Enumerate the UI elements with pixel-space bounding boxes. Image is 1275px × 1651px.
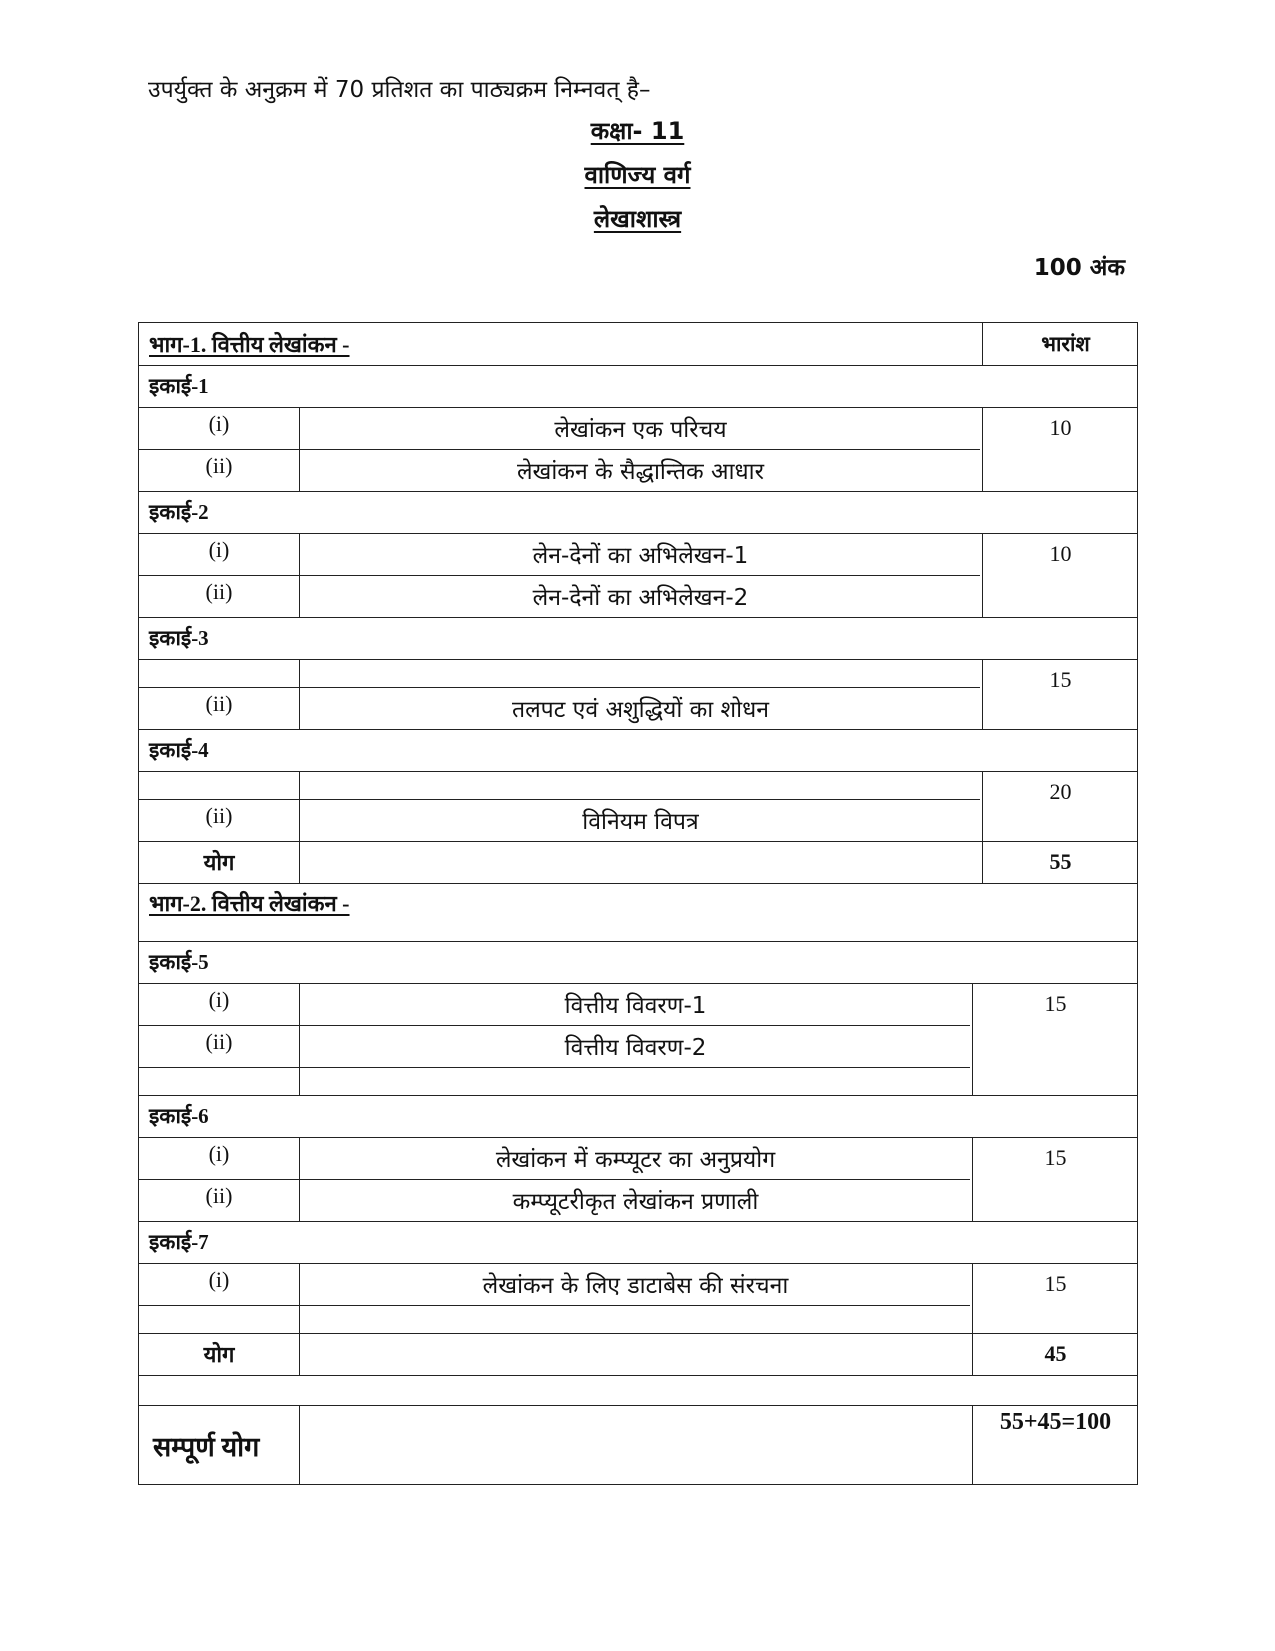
topic-name	[299, 771, 982, 799]
topic-name: लेन-देनों का अभिलेखन-1	[532, 543, 749, 569]
item-number: (i)	[208, 537, 230, 562]
part2-title: भाग-2. वित्तीय लेखांकन -	[149, 891, 350, 916]
item-number	[139, 771, 299, 799]
unit-title: इकाई-1	[149, 374, 209, 398]
topic-name: लेखांकन के सैद्धान्तिक आधार	[516, 459, 765, 485]
unit-weight: 15	[1044, 991, 1067, 1016]
class-heading: कक्षा- 11	[590, 117, 685, 145]
topic-name: कम्प्यूटरीकृत लेखांकन प्रणाली	[512, 1189, 759, 1215]
topic-name: वित्तीय विवरण-2	[564, 1035, 707, 1061]
grand-total-label: सम्पूर्ण योग	[153, 1431, 260, 1462]
item-number	[139, 659, 299, 687]
unit-title: इकाई-4	[149, 738, 209, 762]
item-number: (ii)	[205, 1183, 233, 1208]
unit-title: इकाई-6	[149, 1104, 209, 1128]
topic-name	[299, 1305, 972, 1333]
subject-heading: लेखाशास्त्र	[593, 205, 682, 233]
weight-header: भारांश	[1041, 332, 1090, 356]
unit-weight: 10	[1049, 541, 1072, 566]
unit-title: इकाई-3	[149, 626, 209, 650]
grand-total-value: 55+45=100	[999, 1409, 1112, 1435]
item-number: (i)	[208, 1267, 230, 1292]
part2-total-value: 45	[1044, 1341, 1067, 1366]
stream-heading: वाणिज्य वर्ग	[584, 161, 691, 189]
part1-total-value: 55	[1049, 849, 1072, 874]
topic-name: लेखांकन के लिए डाटाबेस की संरचना	[482, 1273, 789, 1299]
unit-title: इकाई-7	[149, 1230, 209, 1254]
unit-title: इकाई-5	[149, 950, 209, 974]
unit-weight: 15	[1049, 667, 1072, 692]
part2-total-label: योग	[203, 1342, 235, 1367]
topic-name: लेखांकन एक परिचय	[554, 417, 727, 443]
unit-weight: 10	[1049, 415, 1072, 440]
topic-name: लेन-देनों का अभिलेखन-2	[532, 585, 749, 611]
item-number: (ii)	[205, 691, 233, 716]
item-number: (ii)	[205, 579, 233, 604]
item-number: (ii)	[205, 803, 233, 828]
topic-name: तलपट एवं अशुद्धियों का शोधन	[511, 697, 770, 723]
unit-weight: 15	[1044, 1145, 1067, 1170]
max-marks: 100 अंक	[1033, 255, 1125, 281]
item-number: (i)	[208, 1141, 230, 1166]
unit-weight: 15	[1044, 1271, 1067, 1296]
item-number: (ii)	[205, 453, 233, 478]
topic-name	[299, 659, 982, 687]
topic-name: लेखांकन में कम्प्यूटर का अनुप्रयोग	[495, 1147, 776, 1173]
item-number: (ii)	[205, 1029, 233, 1054]
item-number	[139, 1305, 299, 1333]
syllabus-table	[138, 322, 1138, 1485]
topic-name: विनियम विपत्र	[582, 809, 699, 835]
topic-name: वित्तीय विवरण-1	[564, 993, 707, 1019]
unit-title: इकाई-2	[149, 500, 209, 524]
unit-weight: 20	[1049, 779, 1072, 804]
part1-title: भाग-1. वित्तीय लेखांकन -	[149, 332, 350, 357]
item-number	[139, 1067, 299, 1095]
intro-text: उपर्युक्त के अनुक्रम में 70 प्रतिशत का पाठ्यक्रम निम्नवत् है–	[148, 77, 651, 103]
item-number: (i)	[208, 411, 230, 436]
part1-total-label: योग	[203, 850, 235, 875]
item-number: (i)	[208, 987, 230, 1012]
topic-name	[299, 1067, 972, 1095]
